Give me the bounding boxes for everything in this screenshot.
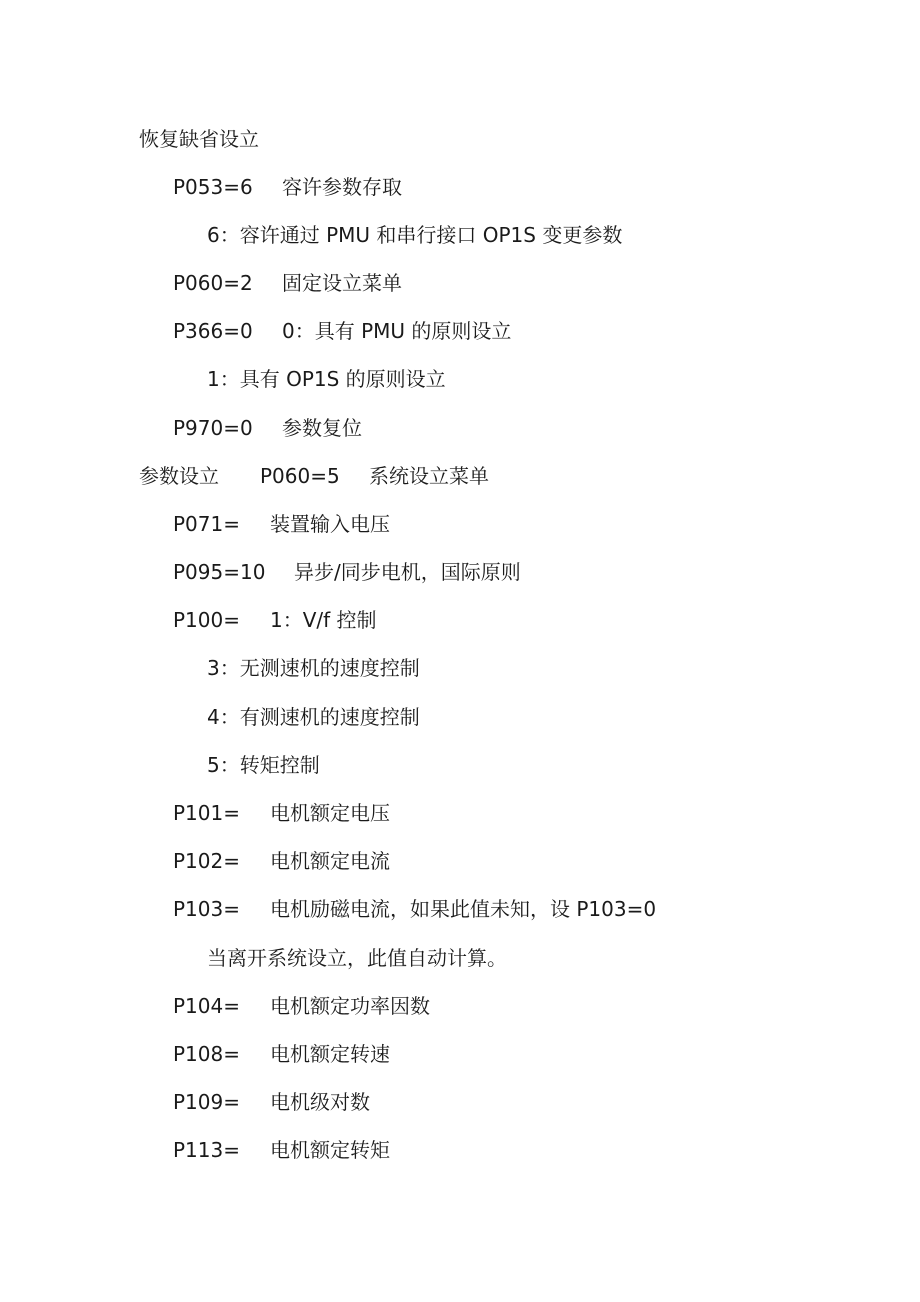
param-desc: 0：具有 PMU 的原则设立 <box>282 319 512 343</box>
param-line-p104 <box>173 991 430 1021</box>
param-line-p113 <box>173 1135 390 1165</box>
param-desc: 电机励磁电流，如果此值未知，设 P103=0 <box>270 897 657 921</box>
param-code: P113= <box>173 1138 240 1162</box>
option-text: 6：容许通过 PMU 和串行接口 OP1S 变更参数 <box>207 223 623 247</box>
param-desc: 异步/同步电机，国际原则 <box>294 560 521 584</box>
param-line-p103 <box>173 894 656 924</box>
param-code: P071= <box>173 512 240 536</box>
param-desc: 电机额定电流 <box>270 849 390 873</box>
param-desc: 固定设立菜单 <box>282 271 402 295</box>
option-text: 3：无测速机的速度控制 <box>207 656 420 680</box>
param-code: P108= <box>173 1042 240 1066</box>
param-line-p102 <box>173 846 390 876</box>
option-line-p053 <box>207 220 622 250</box>
param-line-p095 <box>173 557 521 587</box>
param-code: P101= <box>173 801 240 825</box>
param-line-p060 <box>173 268 402 298</box>
param-code: P060=5 <box>260 464 340 488</box>
option-line-p100 <box>207 653 420 683</box>
param-code: P095=10 <box>173 560 266 584</box>
option-line-p366 <box>207 364 446 394</box>
param-line-p100 <box>173 605 377 635</box>
param-code: P103= <box>173 897 240 921</box>
param-code: P366=0 <box>173 319 253 343</box>
param-desc: 1：V/f 控制 <box>270 608 377 632</box>
option-text: 1：具有 OP1S 的原则设立 <box>207 367 446 391</box>
section-heading-parameter-setup <box>139 461 489 491</box>
param-line-p101 <box>173 798 390 828</box>
param-desc: 电机额定功率因数 <box>270 994 430 1018</box>
option-line-p100 <box>207 750 320 780</box>
param-line-p366 <box>173 316 511 346</box>
param-desc: 系统设立菜单 <box>369 464 489 488</box>
param-line-p108 <box>173 1039 390 1069</box>
param-code: P970=0 <box>173 416 253 440</box>
param-desc: 参数复位 <box>282 416 362 440</box>
param-desc: 电机额定电压 <box>270 801 390 825</box>
param-line-p053 <box>173 172 402 202</box>
param-code: P060=2 <box>173 271 253 295</box>
heading-text: 恢复缺省设立 <box>139 127 259 151</box>
param-code: P100= <box>173 608 240 632</box>
param-desc: 容许参数存取 <box>282 175 402 199</box>
param-code: P053=6 <box>173 175 253 199</box>
param-code: P102= <box>173 849 240 873</box>
param-line-p109 <box>173 1087 370 1117</box>
option-line-p100 <box>207 702 420 732</box>
param-line-p071 <box>173 509 390 539</box>
param-desc: 电机级对数 <box>270 1090 370 1114</box>
param-desc: 电机额定转速 <box>270 1042 390 1066</box>
param-code: P104= <box>173 994 240 1018</box>
note-line-p103 <box>207 943 507 973</box>
param-desc: 电机额定转矩 <box>270 1138 390 1162</box>
param-desc: 装置输入电压 <box>270 512 390 536</box>
param-line-p970 <box>173 413 362 443</box>
param-code: P109= <box>173 1090 240 1114</box>
section-heading-restore-defaults <box>139 124 259 154</box>
option-text: 5：转矩控制 <box>207 753 320 777</box>
note-text: 当离开系统设立，此值自动计算。 <box>207 946 507 970</box>
option-text: 4：有测速机的速度控制 <box>207 705 420 729</box>
heading-text: 参数设立 <box>139 464 219 488</box>
